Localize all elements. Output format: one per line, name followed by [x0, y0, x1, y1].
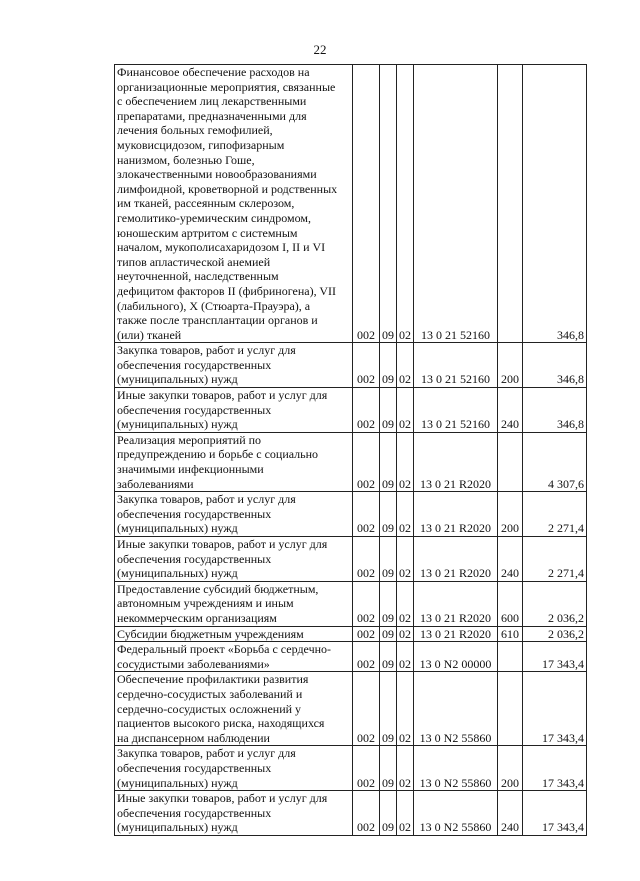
table-row — [115, 581, 587, 626]
subsection-code: 02 — [397, 432, 414, 491]
section-code: 09 — [380, 343, 397, 388]
item-name: Субсидии бюджетным учреждениям — [115, 626, 353, 642]
subsection-code: 02 — [397, 581, 414, 626]
section-code: 09 — [380, 626, 397, 642]
ministry-code: 002 — [353, 791, 380, 836]
item-name: Предоставление субсидий бюджетным, автономным учреждениям и иным некоммерческим организациям — [115, 581, 353, 626]
target-article-code: 13 0 N2 55860 — [414, 672, 498, 746]
section-code: 09 — [380, 432, 397, 491]
ministry-code: 002 — [353, 581, 380, 626]
expense-type-code: 240 — [498, 537, 523, 582]
section-code: 09 — [380, 388, 397, 433]
section-code: 09 — [380, 65, 397, 343]
table-row — [115, 388, 587, 433]
table-row — [115, 626, 587, 642]
amount: 346,8 — [523, 65, 587, 343]
item-name: Обеспечение профилактики развития сердечно-сосудистых заболеваний и сердечно-сосудистых осложнений у пациентов высокого риска, находящихся на диспансерном наблюдении — [115, 672, 353, 746]
ministry-code: 002 — [353, 672, 380, 746]
table-row — [115, 65, 587, 343]
expense-type-code: 200 — [498, 746, 523, 791]
target-article-code: 13 0 21 R2020 — [414, 432, 498, 491]
subsection-code: 02 — [397, 343, 414, 388]
target-article-code: 13 0 21 R2020 — [414, 537, 498, 582]
page-number: 22 — [313, 42, 327, 57]
amount: 17 343,4 — [523, 672, 587, 746]
item-name: Реализация мероприятий по предупреждению и борьбе с социально значимыми инфекционными заболеваниями — [115, 432, 353, 491]
target-article-code: 13 0 21 52160 — [414, 65, 498, 343]
subsection-code: 02 — [397, 388, 414, 433]
subsection-code: 02 — [397, 65, 414, 343]
table-row — [115, 642, 587, 672]
expense-type-code: 200 — [498, 343, 523, 388]
target-article-code: 13 0 N2 55860 — [414, 791, 498, 836]
ministry-code: 002 — [353, 746, 380, 791]
table-row — [115, 537, 587, 582]
ministry-code: 002 — [353, 432, 380, 491]
expense-type-code — [498, 642, 523, 672]
section-code: 09 — [380, 492, 397, 537]
item-name: Иные закупки товаров, работ и услуг для обеспечения государственных (муниципальных) нужд — [115, 791, 353, 836]
section-code: 09 — [380, 537, 397, 582]
target-article-code: 13 0 21 52160 — [414, 388, 498, 433]
expense-type-code — [498, 672, 523, 746]
amount: 17 343,4 — [523, 791, 587, 836]
section-code: 09 — [380, 581, 397, 626]
ministry-code: 002 — [353, 65, 380, 343]
item-name: Финансовое обеспечение расходов на организационные мероприятия, связанные с обеспечением лиц лекарственными препаратами, предназначенными для лечения больных гемофилией, муковисцидозом, гипофизарным нанизмом, болезнью Гоше, злокачественными новообразованиями лимфоидной, кроветворной и родственных им тканей, рассеянным склерозом, гемолитико-уремическим синдромом, юношеским артритом с системным началом, мукополисахаридозом I, II и VI типов апластической анемией неуточненной, наследственным дефицитом факторов II (фибриногена), VII (лабильного), X (Стюарта-Прауэра), а также после трансплантации органов и (или) тканей — [115, 65, 353, 343]
table-row — [115, 432, 587, 491]
target-article-code: 13 0 21 R2020 — [414, 626, 498, 642]
item-name: Закупка товаров, работ и услуг для обеспечения государственных (муниципальных) нужд — [115, 746, 353, 791]
target-article-code: 13 0 N2 00000 — [414, 642, 498, 672]
table-row — [115, 492, 587, 537]
section-code: 09 — [380, 672, 397, 746]
target-article-code: 13 0 N2 55860 — [414, 746, 498, 791]
expense-type-code: 600 — [498, 581, 523, 626]
amount: 2 271,4 — [523, 492, 587, 537]
expense-type-code: 610 — [498, 626, 523, 642]
section-code: 09 — [380, 791, 397, 836]
ministry-code: 002 — [353, 642, 380, 672]
ministry-code: 002 — [353, 492, 380, 537]
amount: 17 343,4 — [523, 746, 587, 791]
target-article-code: 13 0 21 52160 — [414, 343, 498, 388]
item-name: Закупка товаров, работ и услуг для обеспечения государственных (муниципальных) нужд — [115, 343, 353, 388]
ministry-code: 002 — [353, 343, 380, 388]
table-row — [115, 343, 587, 388]
subsection-code: 02 — [397, 492, 414, 537]
item-name: Федеральный проект «Борьба с сердечно- сосудистыми заболеваниями» — [115, 642, 353, 672]
subsection-code: 02 — [397, 537, 414, 582]
subsection-code: 02 — [397, 791, 414, 836]
ministry-code: 002 — [353, 388, 380, 433]
expense-type-code — [498, 65, 523, 343]
subsection-code: 02 — [397, 746, 414, 791]
expense-type-code: 200 — [498, 492, 523, 537]
amount: 346,8 — [523, 343, 587, 388]
target-article-code: 13 0 21 R2020 — [414, 492, 498, 537]
amount: 2 271,4 — [523, 537, 587, 582]
item-name: Иные закупки товаров, работ и услуг для обеспечения государственных (муниципальных) нужд — [115, 388, 353, 433]
expense-type-code: 240 — [498, 388, 523, 433]
amount: 17 343,4 — [523, 642, 587, 672]
amount: 346,8 — [523, 388, 587, 433]
amount: 2 036,2 — [523, 626, 587, 642]
table-row — [115, 746, 587, 791]
subsection-code: 02 — [397, 672, 414, 746]
expense-type-code — [498, 432, 523, 491]
table-row — [115, 791, 587, 836]
ministry-code: 002 — [353, 626, 380, 642]
section-code: 09 — [380, 746, 397, 791]
amount: 2 036,2 — [523, 581, 587, 626]
item-name: Иные закупки товаров, работ и услуг для обеспечения государственных (муниципальных) нужд — [115, 537, 353, 582]
subsection-code: 02 — [397, 642, 414, 672]
amount: 4 307,6 — [523, 432, 587, 491]
section-code: 09 — [380, 642, 397, 672]
table-row — [115, 672, 587, 746]
ministry-code: 002 — [353, 537, 380, 582]
subsection-code: 02 — [397, 626, 414, 642]
budget-table — [114, 64, 587, 836]
target-article-code: 13 0 21 R2020 — [414, 581, 498, 626]
item-name: Закупка товаров, работ и услуг для обеспечения государственных (муниципальных) нужд — [115, 492, 353, 537]
expense-type-code: 240 — [498, 791, 523, 836]
